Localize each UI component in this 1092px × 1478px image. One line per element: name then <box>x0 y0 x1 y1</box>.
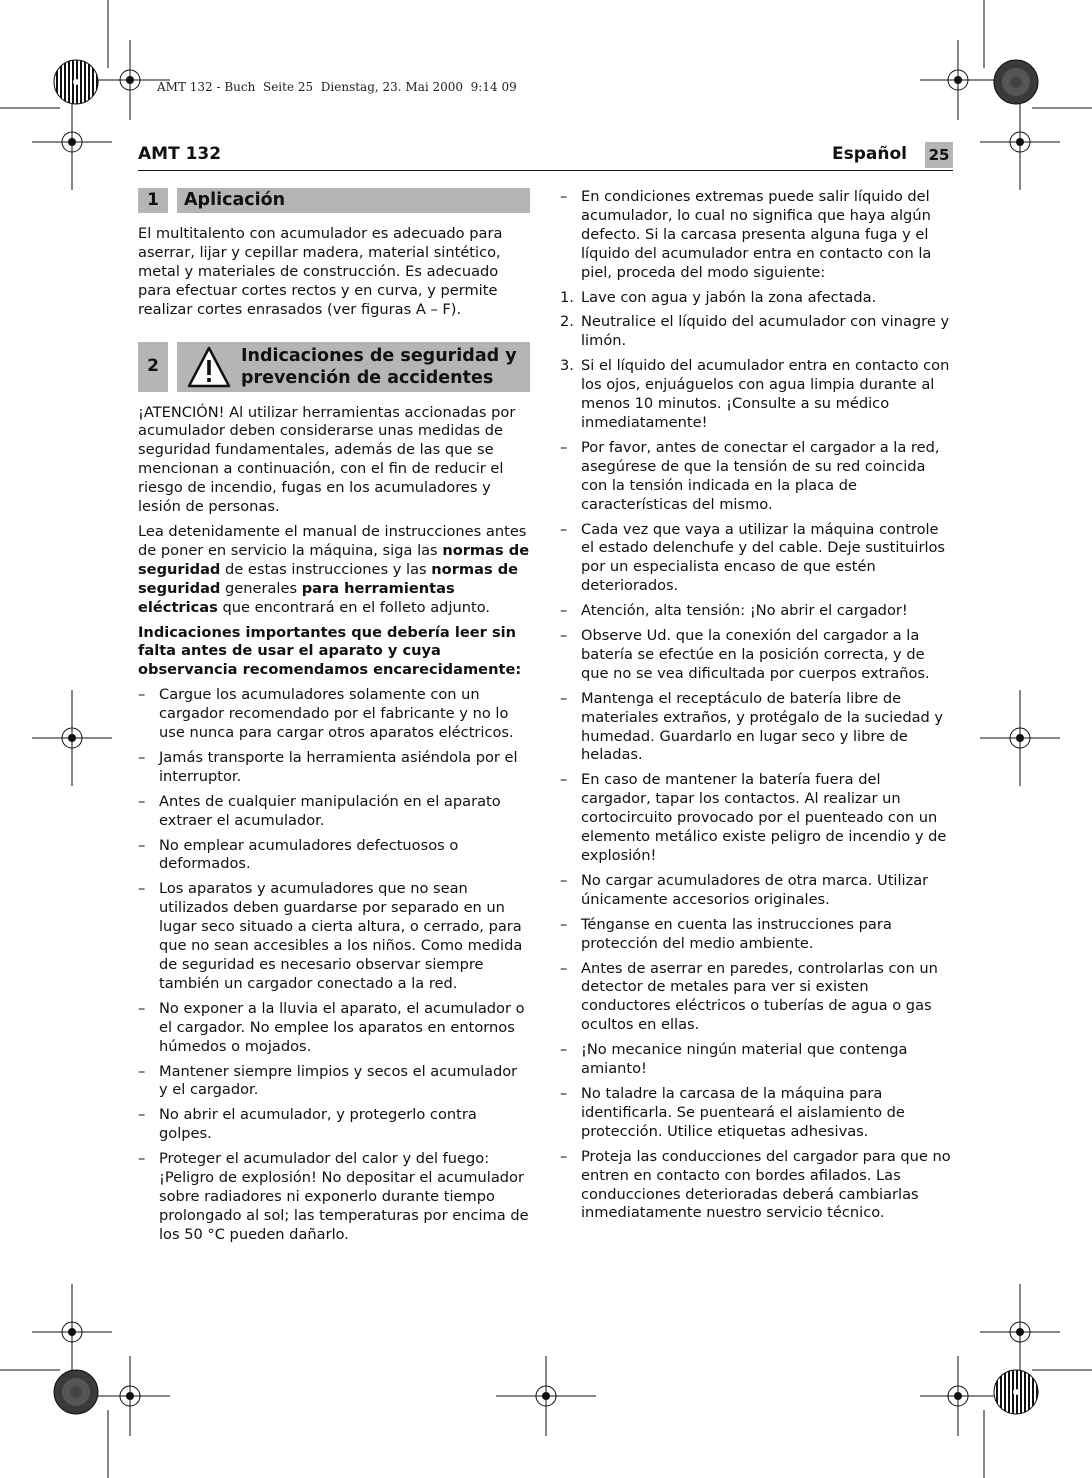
section-1-heading <box>138 188 530 213</box>
list-item: – Jamás transporte la herramienta asiéndola por el interruptor. <box>138 748 518 785</box>
crosshair-icon <box>32 1284 112 1376</box>
first-aid-steps <box>560 289 953 433</box>
list-item: – Por favor, antes de conectar el cargador a la red, asegúrese de que la tensión de su red coincida con la tensión indicada en la placa de características del mismo. <box>560 438 940 513</box>
numbered-step: 3. Si el líquido del acumulador entra en contacto con los ojos, enjuáguelos con agua limpia durante al menos 10 minutos. ¡Consulte a su médico inmediatamente! <box>560 357 950 431</box>
header-language: Español <box>832 144 907 164</box>
safety-list-right <box>560 439 953 1223</box>
section-title-line: Indicaciones de seguridad y <box>241 345 517 366</box>
attention-paragraph: ¡ATENCIÓN! Al utilizar herramientas accionadas por acumulador deben considerarse unas medidas de seguridad fundamentales, además de las que se mencionan a continuación, con el fin de reducir el riesgo de incendio, fugas en los acumuladores y lesión de personas. <box>138 403 516 516</box>
crosshair-icon <box>90 1356 170 1436</box>
list-item: – Cada vez que vaya a utilizar la máquina controle el estado delenchufe y del cable. Deje sustituirlos por un especialista encaso de que estén deteriorados. <box>560 520 946 595</box>
list-item: – Proteja las conducciones del cargador para que no entren en contacto con bordes afilados. Las conducciones deterioradas deberá cambiarlas inmediatamente nuestro servicio técnico. <box>560 1147 951 1222</box>
list-item: – En caso de mantener la batería fuera del cargador, tapar los contactos. Al realizar un cortocircuito provocado por el puenteado con un elemento metálico existe peligro de incendio y de explosión! <box>560 771 947 864</box>
safety-list-left <box>138 686 530 1244</box>
numbered-step: 1. Lave con agua y jabón la zona afectada. <box>560 288 877 306</box>
section-number: 2 <box>138 342 168 392</box>
crosshair-icon <box>32 690 112 786</box>
list-item: – Atención, alta tensión: ¡No abrir el cargador! <box>560 602 908 620</box>
list-item: – Antes de cualquier manipulación en el aparato extraer el acumulador. <box>138 792 501 829</box>
manual-paragraph: Lea detenidamente el manual de instrucciones antes de poner en servicio la máquina, siga las normas de seguridad de estas instrucciones y las normas de seguridad generales para herramientas eléctricas que encontrará en el folleto adjunto. <box>138 522 530 616</box>
header-model: AMT 132 <box>138 144 222 164</box>
list-item: – No cargar acumuladores de otra marca. Utilizar únicamente accesorios originales. <box>560 871 929 908</box>
application-paragraph: El multitalento con acumulador es adecuado para aserrar, lijar y cepillar madera, material sintético, metal y materiales de construcción. Es adecuado para efectuar cortes rectos y en curva, y permite realizar cortes enrasados (ver figuras A – F). <box>138 225 503 318</box>
print-proof-line: AMT 132 - Buch Seite 25 Dienstag, 23. Mai 2000 9:14 09 <box>157 80 517 94</box>
crosshair-icon <box>980 102 1060 190</box>
list-item: – En condiciones extremas puede salir líquido del acumulador, lo cual no significa que haya algún defecto. Si la carcasa presenta alguna fuga y el líquido del acumulador entra en contacto con la piel, proceda del modo siguiente: <box>560 188 932 281</box>
section-number: 1 <box>138 188 168 213</box>
list-item: – No taladre la carcasa de la máquina para identificarla. Se puenteará el aislamiento de protección. Utilice etiquetas adhesivas. <box>560 1084 905 1140</box>
page-number: 25 <box>925 142 953 168</box>
numbered-step: 2. Neutralice el líquido del acumulador con vinagre y limón. <box>560 313 950 350</box>
crosshair-icon <box>980 1284 1060 1376</box>
running-header <box>138 142 953 171</box>
list-item: – No emplear acumuladores defectuosos o deformados. <box>138 836 459 873</box>
list-item: – Mantenga el receptáculo de batería libre de materiales extraños, y protégalo de la suciedad y humedad. Guardarlo en lugar seco y libre de heladas. <box>560 689 944 764</box>
list-item: – Ténganse en cuenta las instrucciones para protección del medio ambiente. <box>560 915 892 952</box>
density-target-icon <box>994 60 1038 104</box>
section-title-line: prevención de accidentes <box>241 367 494 388</box>
left-column <box>138 188 530 1251</box>
crosshair-icon <box>920 1356 1000 1436</box>
star-target-icon <box>54 60 98 104</box>
safety-list-right-intro <box>560 188 953 283</box>
warning-triangle-icon <box>187 345 231 389</box>
important-notice: Indicaciones importantes que debería leer sin falta antes de usar el aparato y cuya observancia recomendamos encarecidamente: <box>138 623 522 679</box>
list-item: – Antes de aserrar en paredes, controlarlas con un detector de metales para ver si existen conductores eléctricos o tuberías de agua o gas ocultos en ellas. <box>560 959 938 1034</box>
density-target-icon <box>54 1370 98 1414</box>
list-item: – Los aparatos y acumuladores que no sean utilizados deben guardarse por separado en un lugar seco situado a cierta altura, o cerrado, para que no sean accesibles a los niños. Como medida de seguridad es necesario observar siempre también un cargador conectado a la red. <box>138 880 523 992</box>
list-item: – Proteger el acumulador del calor y del fuego: ¡Peligro de explosión! No depositar el acumulador sobre radiadores ni exponerlo durante tiempo prolongado al sol; las temperaturas por encima de los 50 °C pueden dañarlo. <box>138 1150 529 1243</box>
list-item: – Cargue los acumuladores solamente con un cargador recomendado por el fabricante y no lo use nunca para cargar otros aparatos eléctricos. <box>138 686 514 742</box>
section-title: Aplicación <box>184 190 286 211</box>
list-item: – Observe Ud. que la conexión del cargador a la batería se efectúe en la posición correcta, y de que no se vea dificultada por cuerpos extraños. <box>560 627 930 682</box>
list-item: – No abrir el acumulador, y protegerlo contra golpes. <box>138 1106 477 1143</box>
list-item: – ¡No mecanice ningún material que contenga amianto! <box>560 1041 908 1078</box>
list-item: – Mantener siempre limpios y secos el acumulador y el cargador. <box>138 1062 518 1099</box>
crosshair-icon <box>32 102 112 190</box>
crosshair-icon <box>920 40 1000 120</box>
crosshair-icon <box>980 690 1060 786</box>
right-column <box>560 188 953 1229</box>
list-item: – No exponer a la lluvia el aparato, el acumulador o el cargador. No emplee los aparatos en entornos húmedos o mojados. <box>138 999 525 1055</box>
star-target-icon <box>994 1370 1038 1414</box>
section-2-heading <box>138 342 530 392</box>
crosshair-icon <box>496 1356 596 1436</box>
